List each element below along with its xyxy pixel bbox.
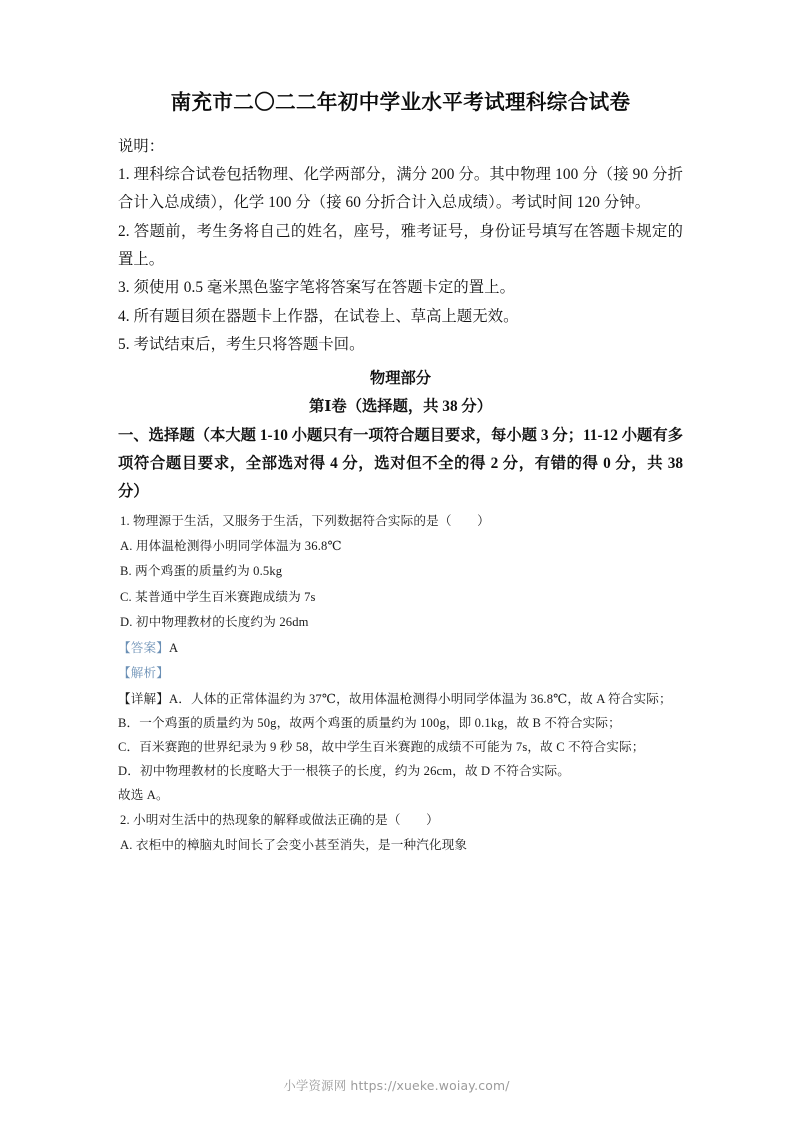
footer-watermark: 小学资源网 https://xueke.woiay.com/ [283,1078,510,1093]
instruction-item-4: 4. 所有题目须在器题卡上作器，在试卷上、草高上题无效。 [118,307,519,325]
question-stem: 1. 物理源于生活，又服务于生活，下列数据符合实际的是（ ） [120,513,490,528]
question-block-2 [118,808,683,859]
instructions-heading: 说明： [118,137,165,155]
question-option-b[interactable]: B. 两个鸡蛋的质量约为 0.5kg [120,564,283,579]
question-option-c[interactable]: C. 某普通中学生百米赛跑成绩为 7s [120,589,316,604]
instruction-item-1: 1. 理科综合试卷包括物理、化学两部分，满分 200 分。其中物理 100 分（接 90 分折合计入总成绩），化学 100 分（接 60 分折合计入总成绩）。考试时间 120 分钟。 [118,166,683,212]
page-title: 南充市二〇二二年初中学业水平考试理科综合试卷 [170,92,631,114]
question-block-1 [118,509,683,808]
question-option-d[interactable]: D. 初中物理教材的长度约为 26dm [120,615,309,630]
analysis-detail-line: B．一个鸡蛋的质量约为 50g，故两个鸡蛋的质量约为 100g，即 0.1kg，故 B 不符合实际； [118,715,621,730]
subject-part-heading: 物理部分 [369,370,432,388]
answer-row [118,636,683,661]
section-heading-multiple-choice: 一、选择题（本大题 1-10 小题只有一项符合题目要求，每小题 3 分；11-12 小题有多项符合题目要求，全部选对得 4 分，选对但不全的得 2 分，有错的得 0 分，共 38 分） [118,426,683,501]
analysis-detail-line: D．初中物理教材的长度略大于一根筷子的长度，约为 26cm，故 D 不符合实际。 [118,764,571,779]
analysis-tag: 【解析】 [118,666,169,681]
instruction-item-2: 2. 答题前，考生务将自己的姓名，座号，雅考证号，身份证号填写在答题卡规定的置上。 [118,222,683,268]
analysis-conclusion: 故选 A。 [118,788,169,803]
question-option-a[interactable]: A. 衣柜中的樟脑丸时间长了会变小甚至消失，是一种汽化现象 [120,837,468,852]
instruction-item-3: 3. 须使用 0.5 毫米黑色鉴字笔将答案写在答题卡定的置上。 [118,279,515,297]
paper-part-heading: 第Ⅰ卷（选择题，共 38 分） [308,398,493,416]
analysis-detail-line: C．百米赛跑的世界纪录为 9 秒 58，故中学生百米赛跑的成绩不可能为 7s，故 C 不符合实际； [118,740,645,755]
analysis-detail-line: 【详解】A．人体的正常体温约为 37℃，故用体温枪测得小明同学体温为 36.8℃，故 A 符合实际； [118,691,672,706]
answer-tag: 【答案】 [118,640,169,655]
question-option-a[interactable]: A. 用体温枪测得小明同学体温为 36.8℃ [120,539,342,554]
answer-value: A [168,640,179,655]
question-stem: 2. 小明对生活中的热现象的解释或做法正确的是（ ） [120,812,439,827]
instructions-block [118,133,683,359]
instruction-item-5: 5. 考试结束后，考生只将答题卡回。 [118,335,365,353]
